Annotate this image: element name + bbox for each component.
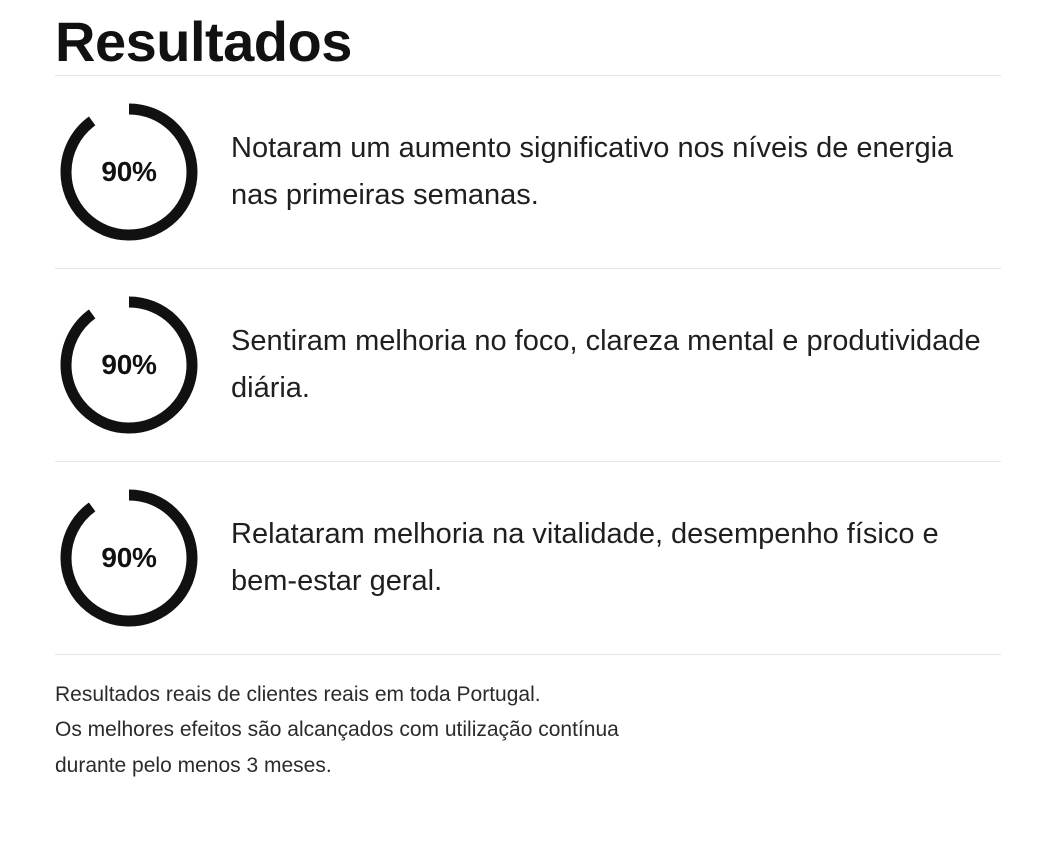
footnote [55,655,1001,783]
footnote-line-3: durante pelo menos 3 meses. [55,753,332,777]
result-item [55,269,1001,461]
results-list [55,76,1001,654]
result-percent-label: 90% [101,156,157,188]
result-item [55,76,1001,268]
footnote-line-1: Resultados reais de clientes reais em toda Portugal. [55,683,541,707]
progress-ring-icon [55,291,203,439]
progress-ring-icon [55,484,203,632]
result-item [55,462,1001,654]
result-description: Relataram melhoria na vitalidade, desempenho físico e bem-estar geral. [231,518,939,598]
page-title: Resultados [55,10,352,73]
result-description: Sentiram melhoria no foco, clareza mental e produtividade diária. [231,325,981,405]
result-description: Notaram um aumento significativo nos níveis de energia nas primeiras semanas. [231,132,954,212]
result-percent-label: 90% [101,542,157,574]
result-percent-label: 90% [101,349,157,381]
footnote-line-2: Os melhores efeitos são alcançados com utilização contínua [55,718,619,742]
progress-ring-icon [55,98,203,246]
